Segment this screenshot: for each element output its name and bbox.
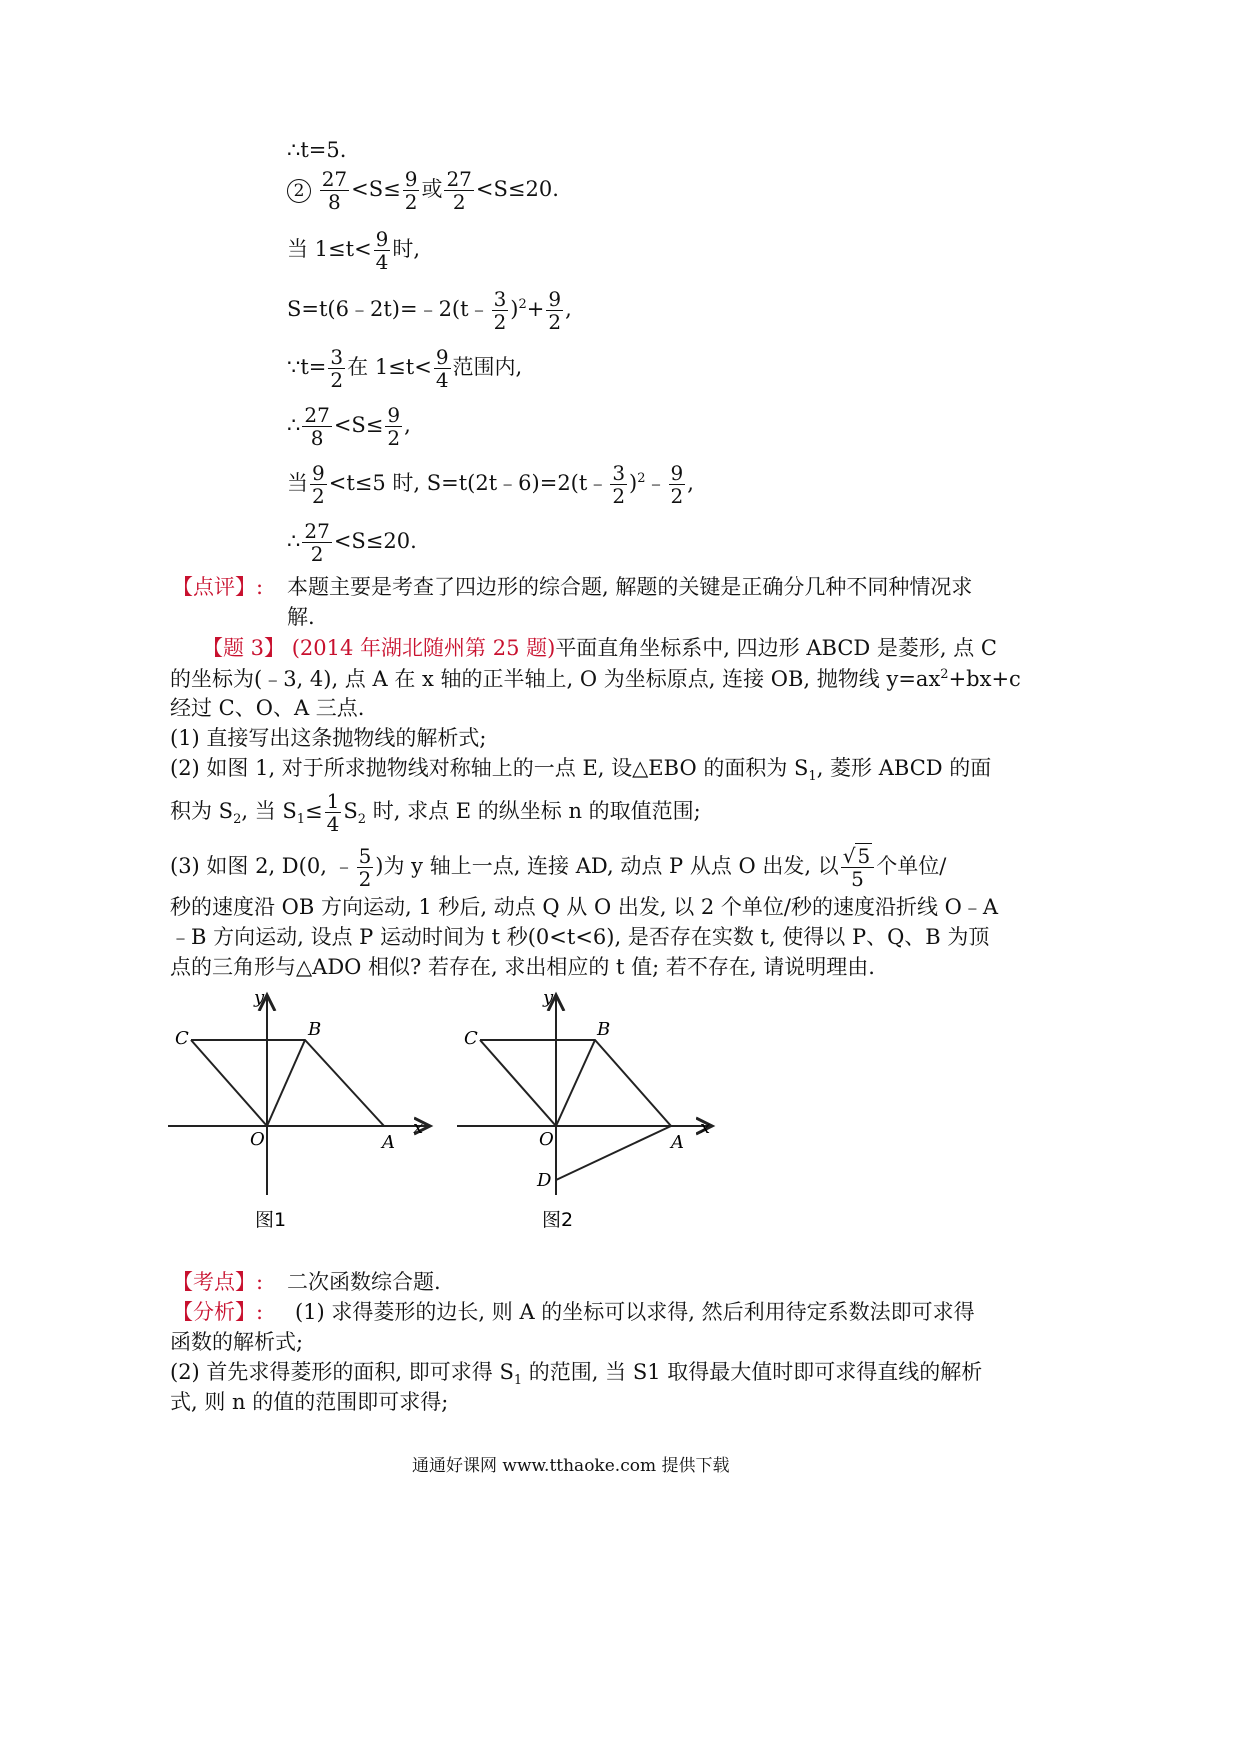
solution-line-therefore1: ∴ $\frac{27}{8}$ <S≤ $\frac{9}{2}$ , bbox=[287, 403, 411, 450]
label-x: x bbox=[700, 1117, 711, 1138]
fraction: $\frac{9}{4}$ bbox=[435, 345, 449, 392]
analysis-label: 【分析】: bbox=[172, 1300, 264, 1324]
fraction: $\frac{3}{2}$ bbox=[612, 461, 626, 508]
fraction: $\frac{9}{4}$ bbox=[375, 227, 389, 274]
question-2-line2: 积为 $S_2$, 当 $S_1\le$ $\frac{1}{4}$ $S_2$ 时, 求点 E 的纵坐标 n 的取值范围; bbox=[170, 789, 701, 836]
problem-line3: 经过 C、O、A 三点. bbox=[170, 696, 365, 720]
question-3-line2: 秒的速度沿 OB 方向运动, 1 秒后, 动点 Q 从 O 出发, 以 2 个单位/秒的速度沿折线 O﹣A bbox=[170, 895, 999, 919]
problem-heading: 【题 3】 (2014 年湖北随州第 25 题)平面直角坐标系中, 四边形 ABCD 是菱形, 点 C bbox=[202, 636, 997, 660]
label-x: x bbox=[413, 1117, 424, 1138]
figure-1 bbox=[168, 987, 430, 1231]
fraction: $\frac{3}{2}$ bbox=[330, 345, 344, 392]
fraction: $\frac{3}{2}$ bbox=[493, 287, 507, 334]
solution-line-therefore2: ∴ $\frac{27}{2}$ <S≤20. bbox=[287, 519, 417, 566]
question-1: (1) 直接写出这条抛物线的解析式; bbox=[170, 726, 487, 750]
figure-2-caption: 图2 bbox=[542, 1209, 574, 1231]
label-a: A bbox=[671, 1132, 684, 1153]
label-c: C bbox=[464, 1028, 478, 1049]
analysis-line4: 式, 则 n 的值的范围即可求得; bbox=[170, 1390, 449, 1414]
fraction: $\frac{1}{4}$ bbox=[326, 789, 340, 836]
label-b: B bbox=[308, 1019, 322, 1040]
fraction: $\frac{√ 5}{5}$ bbox=[841, 845, 874, 890]
segment-ad bbox=[556, 1126, 671, 1180]
label-d: D bbox=[537, 1170, 552, 1191]
rhombus bbox=[191, 1040, 384, 1126]
analysis-line1: (1) 求得菱形的边长, 则 A 的坐标可以求得, 然后利用待定系数法即可求得 bbox=[295, 1300, 975, 1324]
label-a: A bbox=[382, 1132, 395, 1153]
solution-line-when2: 当 $\frac{9}{2}$ <t≤5 时, S=t(2t﹣6)=2(t﹣ $\frac{3}{2}$ )$^2$﹣ $\frac{9}{2}$ , bbox=[287, 461, 694, 508]
circled-number: 2 bbox=[287, 179, 311, 203]
question-3-line3: ﹣B 方向运动, 设点 P 运动时间为 t 秒(0<t<6), 是否存在实数 t, 使得以 P、Q、B 为顶 bbox=[170, 925, 990, 949]
problem-label: 【题 3】 bbox=[202, 636, 286, 660]
segment-ob bbox=[267, 1040, 305, 1126]
fraction: $\frac{9}{2}$ bbox=[548, 287, 562, 334]
solution-line-t5: ∴t=5. bbox=[287, 138, 347, 162]
label-c: C bbox=[175, 1028, 189, 1049]
question-2-line1: (2) 如图 1, 对于所求抛物线对称轴上的一点 E, 设△EBO 的面积为 $S_1$, 菱形 ABCD 的面 bbox=[170, 756, 992, 785]
solution-line-s1: S=t(6﹣2t)=﹣2(t﹣ $\frac{3}{2}$ )$^2$+ $\frac{9}{2}$ , bbox=[287, 287, 572, 334]
review-label: 【点评】: bbox=[172, 575, 264, 599]
keypoint-text: 二次函数综合题. bbox=[287, 1270, 441, 1294]
fraction: $\frac{9}{2}$ bbox=[387, 403, 401, 450]
fraction: $\frac{9}{2}$ bbox=[404, 167, 418, 214]
fraction: $\frac{27}{2}$ bbox=[304, 519, 330, 566]
fraction: $\frac{9}{2}$ bbox=[312, 461, 325, 508]
label-b: B bbox=[597, 1019, 611, 1040]
question-3-line4: 点的三角形与△ADO 相似? 若存在, 求出相应的 t 值; 若不存在, 请说明理由. bbox=[170, 955, 875, 979]
problem-source: (2014 年湖北随州第 25 题) bbox=[291, 636, 556, 660]
question-3-line1: (3) 如图 2, D(0, ﹣ $\frac{5}{2}$ )为 y 轴上一点, 连接 AD, 动点 P 从点 O 出发, 以 $\frac{√ 5}{5}$ 个单位/ bbox=[170, 844, 947, 891]
label-y: y bbox=[254, 987, 265, 1008]
label-o: O bbox=[539, 1129, 554, 1150]
fraction: $\frac{27}{8}$ bbox=[321, 167, 348, 214]
fraction: $\frac{27}{8}$ bbox=[304, 403, 330, 450]
keypoint-label: 【考点】: bbox=[172, 1270, 264, 1294]
fraction: $\frac{27}{2}$ bbox=[446, 167, 472, 214]
analysis-line2: 函数的解析式; bbox=[170, 1330, 304, 1354]
analysis-line3: (2) 首先求得菱形的面积, 即可求得 $S_1$ 的范围, 当 S1 取得最大值时即可求得直线的解析 bbox=[170, 1360, 983, 1389]
label-o: O bbox=[250, 1129, 265, 1150]
solution-line-when1: 当 1≤t< $\frac{9}{4}$ 时, bbox=[287, 227, 421, 274]
figures bbox=[160, 985, 780, 1245]
figure-1-caption: 图1 bbox=[255, 1209, 287, 1231]
figure-2 bbox=[457, 987, 712, 1231]
problem-line2: 的坐标为(﹣3, 4), 点 A 在 x 轴的正半轴上, O 为坐标原点, 连接 OB, 抛物线 $y=ax^2+bx+c$ bbox=[170, 667, 1021, 691]
label-y: y bbox=[543, 987, 554, 1008]
review-text-line2: 解. bbox=[287, 605, 315, 629]
solution-line-since: ∵t= $\frac{3}{2}$ 在 1≤t< $\frac{9}{4}$ 范围内, bbox=[287, 345, 523, 392]
review-text-line1: 本题主要是考查了四边形的综合题, 解题的关键是正确分几种不同种情况求 bbox=[287, 575, 973, 599]
segment-ob bbox=[556, 1040, 595, 1126]
page-footer: 通通好课网 www.tthaoke.com 提供下载 bbox=[412, 1456, 730, 1476]
fraction: $\frac{5}{2}$ bbox=[358, 844, 372, 891]
fraction: $\frac{9}{2}$ bbox=[670, 461, 684, 508]
solution-line-range: 2 $\frac{27}{8}$ <S≤ $\frac{9}{2}$ 或 $\frac{27}{2}$ <S≤20. bbox=[287, 168, 559, 213]
